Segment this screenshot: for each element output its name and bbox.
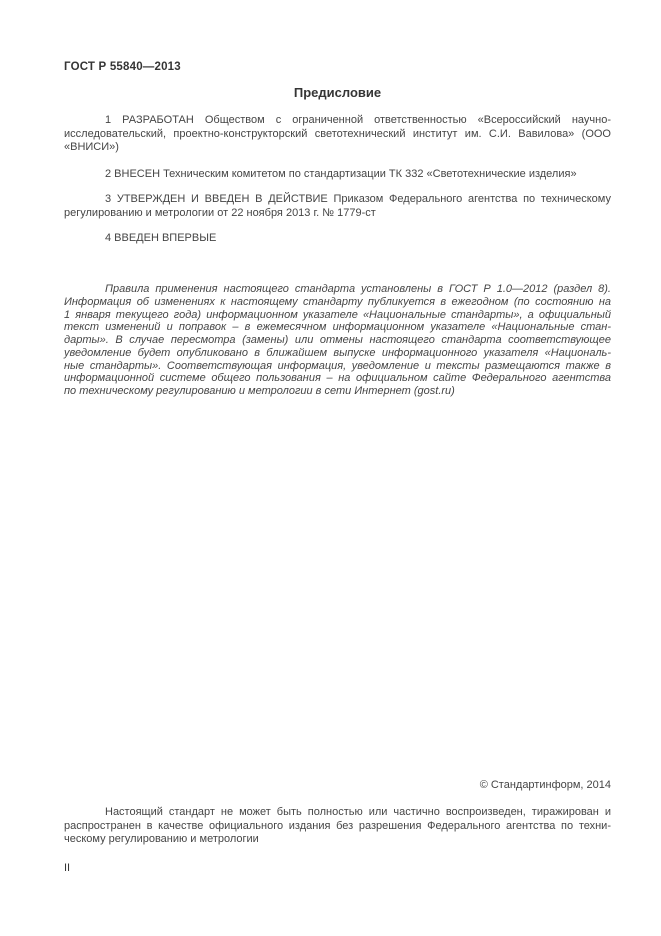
page-number: II <box>64 862 71 874</box>
reproduction-notice <box>64 806 611 847</box>
footer-line: Настоящий стандарт не может быть полностью или частично воспроизведен, тиражирован и <box>105 806 611 818</box>
clause-developed <box>64 114 611 155</box>
note-line: 1 января текущего года) информационном указателе «Национальные стандарты», а официальный <box>64 308 611 321</box>
clause-introduced <box>64 232 611 246</box>
footer-line: распространен в качестве официального издания без разрешения Федерального агентства по техни- <box>64 819 611 832</box>
clause-line: 2 ВНЕСЕН Техническим комитетом по стандартизации ТК 332 «Светотехнические изделия» <box>105 168 577 180</box>
clause-line: 4 ВВЕДЕН ВПЕРВЫЕ <box>105 232 217 244</box>
note-line: дарты». В случае пересмотра (замены) или отмены настоящего стандарта соответствующее <box>64 334 611 346</box>
note-line: ные стандарты». Соответствующая информация, уведомление и тексты размещаются также в <box>64 359 611 372</box>
note-line: Информация об изменениях к настоящему стандарту публикуется в ежегодном (по состоянию на <box>64 295 611 308</box>
clause-line: регулированию и метрологии от 22 ноября 2013 г. № 1779-ст <box>64 206 376 219</box>
note-line: уведомление будет опубликовано в ближайшем выпуске информационного указателя «Националь- <box>64 346 611 359</box>
clause-line: 3 УТВЕРЖДЕН И ВВЕДЕН В ДЕЙСТВИЕ Приказом Федерального агентства по техническому <box>105 193 611 205</box>
note-line: по техническому регулированию и метрологии в сети Интернет (gost.ru) <box>64 385 455 397</box>
note-line: Правила применения настоящего стандарта установлены в ГОСТ Р 1.0—2012 (раздел 8). <box>105 283 611 295</box>
clause-approved <box>64 193 611 220</box>
copyright-notice: © Стандартинформ, 2014 <box>479 779 611 791</box>
note-line: информационной системе общего пользования – на официальном сайте Федерального агентства <box>64 372 611 385</box>
clause-line: исследовательский, проектно-конструкторский светотехнический институт им. С.И. Вавилова» (ООО <box>64 127 611 140</box>
clause-line: 1 РАЗРАБОТАН Обществом с ограниченной ответственностью «Всероссийский научно- <box>105 114 611 126</box>
footer-line: ческому регулированию и метрологии <box>64 833 259 845</box>
document-code: ГОСТ Р 55840—2013 <box>64 61 181 73</box>
page-title: Предисловие <box>293 85 382 100</box>
note-line: текст изменений и поправок – в ежемесячном информационном указателе «Национальные стан- <box>64 321 611 334</box>
clause-line: «ВНИСИ») <box>64 141 119 153</box>
clause-submitted <box>64 168 611 182</box>
application-rules-note <box>64 283 611 398</box>
